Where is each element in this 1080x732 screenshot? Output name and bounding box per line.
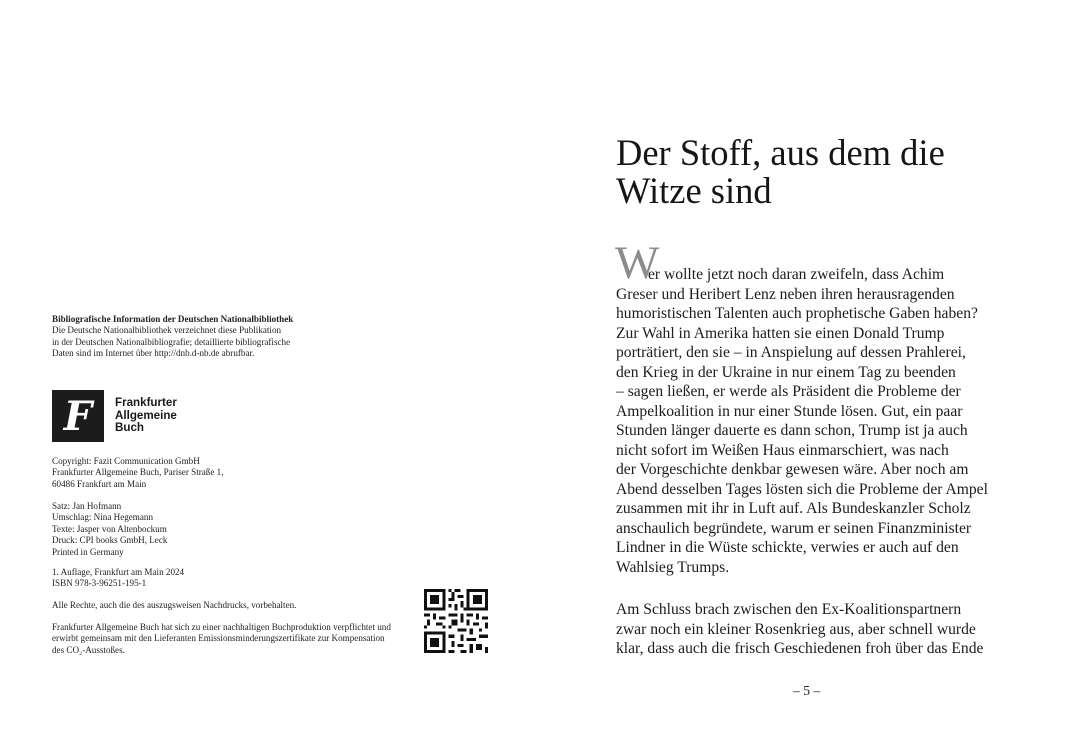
drop-cap: W <box>615 237 660 289</box>
credit-line: Texte: Jasper von Altenbockum <box>52 523 167 534</box>
fraktur-f-icon <box>52 390 104 442</box>
credits-block <box>52 501 167 558</box>
publisher-logo <box>52 390 177 442</box>
biblio-line: in der Deutschen Nationalbibliografie; detaillierte bibliografische <box>52 336 291 347</box>
edition-line: 1. Auflage, Frankfurt am Main 2024 <box>52 567 185 577</box>
credit-line: Printed in Germany <box>52 546 124 557</box>
text-line: Stunden länger dauerte es dann schon, Trump ist ja auch <box>616 422 968 439</box>
paragraph-1 <box>616 265 988 577</box>
text-line: porträtiert, den sie – in Anspielung auf dessen Prahlerei, <box>616 344 966 361</box>
credit-line: Satz: Jan Hofmann <box>52 501 122 511</box>
page-number: – 5 – <box>793 683 821 698</box>
text-line: Abend desselben Tages lösten sich die Probleme der Ampel <box>616 480 988 498</box>
biblio-line: Daten sind im Internet über http://dnb.d-nb.de abrufbar. <box>52 348 255 359</box>
sustainability-block <box>52 622 391 656</box>
logo-line: Buch <box>115 421 144 435</box>
right-page <box>540 0 1080 732</box>
logo-line: Allgemeine <box>115 408 177 422</box>
rights-block <box>52 600 296 611</box>
edition-block <box>52 567 184 590</box>
text-line: nicht sofort im Weißen Haus einmarschiert, was nach <box>616 441 949 459</box>
biblio-line: Die Deutsche Nationalbibliothek verzeichnet diese Publikation <box>52 325 282 336</box>
copyright-line: 60486 Frankfurt am Main <box>52 478 147 489</box>
bibliographic-information <box>52 314 352 360</box>
text-line: den Krieg in der Ukraine in nur einem Tag zu beenden <box>616 363 956 381</box>
credit-line: Umschlag: Nina Hegemann <box>52 512 154 523</box>
paragraph-2 <box>616 600 983 659</box>
text-line: Am Schluss brach zwischen den Ex-Koalitionspartnern <box>616 601 962 618</box>
text-line: humoristischen Talenten auch prophetische Gaben haben? <box>616 305 978 322</box>
chapter-title <box>616 134 945 210</box>
text-line: Lindner in die Wüste schickte, verwies er auch auf den <box>616 539 959 556</box>
text-line: Zur Wahl in Amerika hatten sie einen Donald Trump <box>616 324 945 342</box>
text-line: zusammen mit ihr in Luft auf. Als Bundeskanzler Scholz <box>616 500 971 517</box>
text-line: der Vorgeschichte denkbar gewesen wäre. Aber noch am <box>616 461 969 478</box>
logo-line: Frankfurter <box>115 396 177 410</box>
title-line: Der Stoff, aus dem die <box>616 132 945 173</box>
qr-code-icon <box>424 589 488 653</box>
sustain-line: des CO₂-Ausstoßes. <box>52 644 125 655</box>
text-line: – sagen ließen, er werde als Präsident die Probleme der <box>616 383 961 400</box>
rights-line: Alle Rechte, auch die des auszugsweisen Nachdrucks, vorbehalten. <box>52 600 297 610</box>
text-line: Greser und Heribert Lenz neben ihren herausragenden <box>616 285 955 303</box>
sustain-line: erwirbt gemeinsam mit den Lieferanten Emissionsminderungszertifikate zur Kompensation <box>52 633 385 644</box>
title-line: Witze sind <box>616 170 772 211</box>
biblio-heading: Bibliografische Information der Deutschen Nationalbibliothek <box>52 314 294 324</box>
logo-wordmark <box>115 397 177 435</box>
isbn-line: ISBN 978-3-96251-195-1 <box>52 578 147 589</box>
copyright-line: Copyright: Fazit Communication GmbH <box>52 456 200 466</box>
credit-line: Druck: CPI books GmbH, Leck <box>52 535 168 546</box>
text-line: er wollte jetzt noch daran zweifeln, dass Achim <box>648 266 945 283</box>
sustain-line: Frankfurter Allgemeine Buch hat sich zu einer nachhaltigen Buchproduktion verpflichtet und <box>52 622 391 632</box>
text-line: Ampelkoalition in nur einer Stunde lösen. Gut, ein paar <box>616 402 963 420</box>
text-line: zwar noch ein kleiner Rosenkrieg aus, aber schnell wurde <box>616 620 976 638</box>
copyright-block <box>52 456 223 490</box>
logo-mark: F <box>63 393 93 440</box>
copyright-line: Frankfurter Allgemeine Buch, Pariser Straße 1, <box>52 467 224 478</box>
text-line: klar, dass auch die frisch Geschiedenen froh über das Ende <box>616 640 984 657</box>
text-line: Wahlsieg Trumps. <box>616 558 730 576</box>
text-line: anschaulich begründete, warum er seinen Finanzminister <box>616 519 972 537</box>
